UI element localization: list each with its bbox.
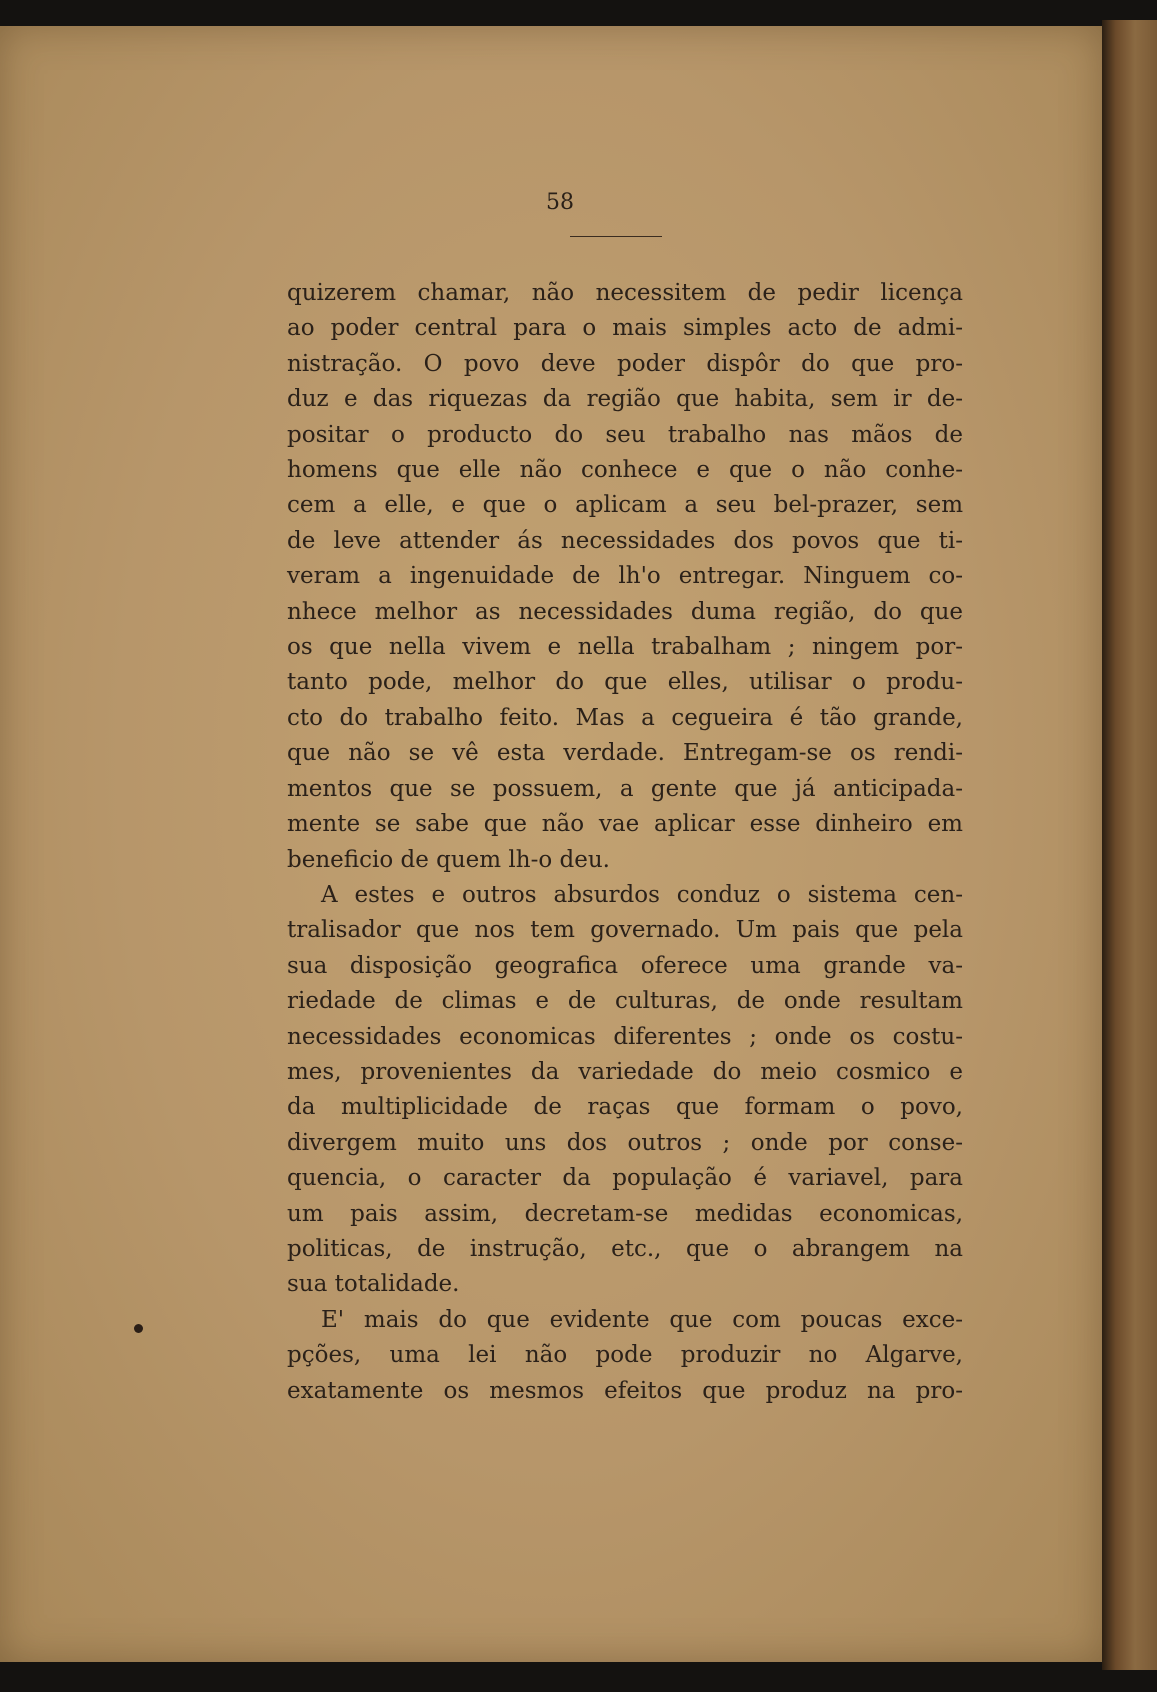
text-line: mentos que se possuem, a gente que já anticipada- [287,775,963,802]
text-line: sua totalidade. [287,1271,460,1298]
margin-dot [134,1324,143,1333]
text-line: homens que elle não conhece e que o não conhe- [287,457,963,484]
text-line: nhece melhor as necessidades duma região, do que [287,598,963,625]
page-number: 58 [546,190,574,215]
text-line: exatamente os mesmos efeitos que produz na pro- [287,1377,963,1404]
text-line: um pais assim, decretam-se medidas economicas, [287,1200,963,1227]
text-line: sua disposição geografica oferece uma grande va- [287,952,963,979]
text-line: pções, uma lei não pode produzir no Algarve, [287,1342,963,1369]
text-line: necessidades economicas diferentes ; onde os costu- [287,1023,963,1050]
header-rule [570,236,662,237]
text-line: tanto pode, melhor do que elles, utilisar o produ- [287,669,963,696]
text-line: mes, provenientes da variedade do meio cosmico e [287,1058,963,1085]
text-line: os que nella vivem e nella trabalham ; ningem por- [287,634,963,661]
text-line: veram a ingenuidade de lh'o entregar. Ninguem co- [287,563,963,590]
text-line: politicas, de instrução, etc., que o abrangem na [287,1235,963,1262]
text-line: quizerem chamar, não necessitem de pedir licença [287,280,963,306]
text-line: de leve attender ás necessidades dos povos que ti- [287,527,963,554]
text-line: divergem muito uns dos outros ; onde por conse- [287,1129,963,1156]
text-line: duz e das riquezas da região que habita, sem ir de- [287,386,963,413]
text-line: ao poder central para o mais simples acto de admi- [287,315,963,342]
text-line: cto do trabalho feito. Mas a cegueira é tão grande, [287,704,963,731]
text-line: cem a elle, e que o aplicam a seu bel-prazer, sem [287,492,963,519]
text-line: que não se vê esta verdade. Entregam-se os rendi- [287,740,963,767]
text-line: positar o producto do seu trabalho nas mãos de [287,421,963,448]
page-edge [1102,20,1157,1670]
text-line: riedade de climas e de culturas, de onde resultam [287,988,963,1015]
body-text [287,276,963,1409]
text-line: da multiplicidade de raças que formam o povo, [287,1094,963,1121]
text-line: beneficio de quem lh-o deu. [287,846,610,873]
text-line: nistração. O povo deve poder dispôr do que pro- [287,350,963,377]
text-line: A estes e outros absurdos conduz o sistema cen- [321,881,963,908]
text-line: E' mais do que evidente que com poucas exce- [321,1306,963,1333]
text-line: tralisador que nos tem governado. Um pais que pela [287,917,963,944]
text-line: mente se sabe que não vae aplicar esse dinheiro em [287,811,963,838]
text-line: quencia, o caracter da população é variavel, para [287,1165,963,1192]
